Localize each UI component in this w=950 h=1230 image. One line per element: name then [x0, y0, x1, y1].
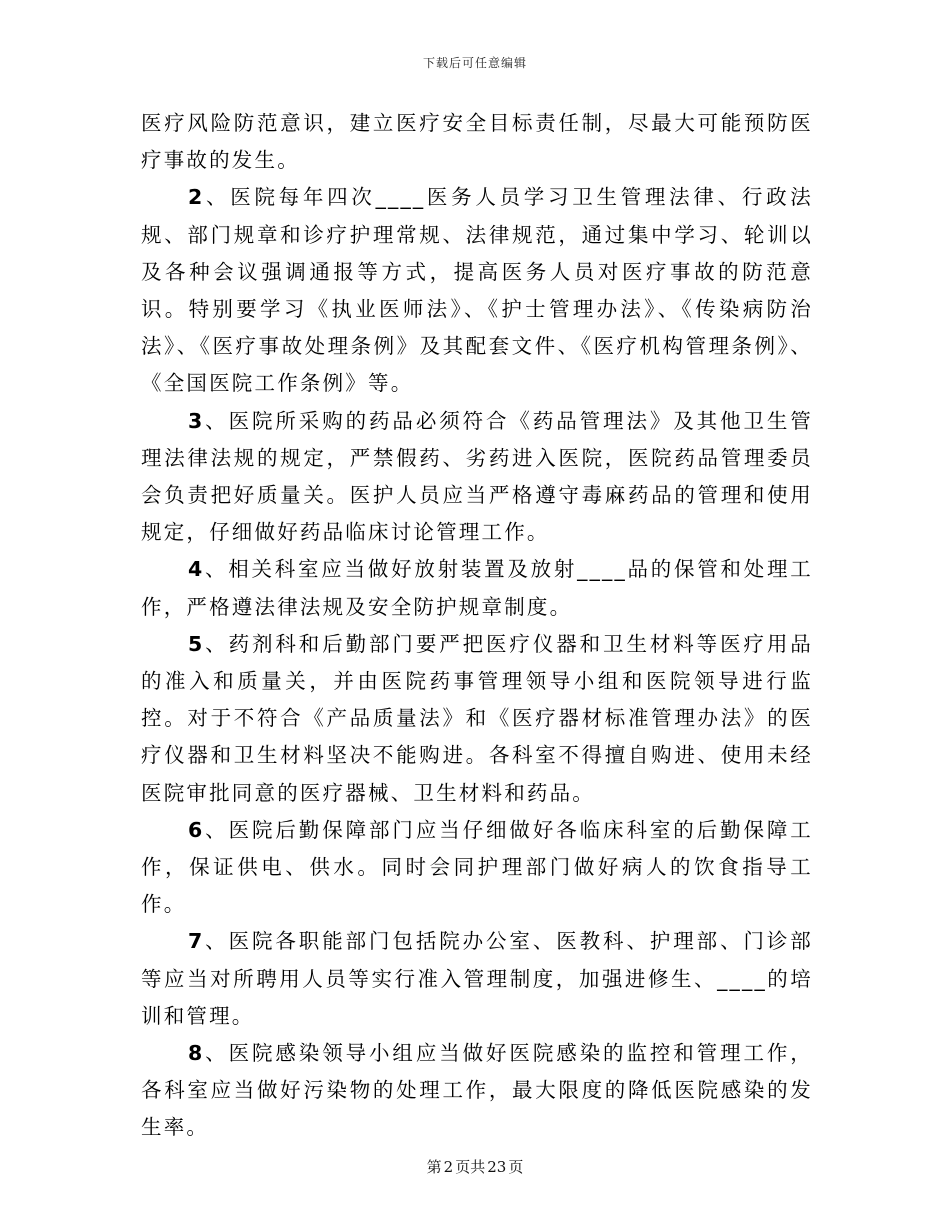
item-text: 、医院每年四次____医务人员学习卫生管理法律、行政法规、部门规章和诊疗护理常规、法律规范，通过集中学习、轮训以及各种会议强调通报等方式，提高医务人员对医疗事故的防范意识。特别要学习《执业医师法》、《护士管理办法》、《传染病防治法》、《医疗事故处理条例》及其配套文件、《医疗机构管理条例》、《全国医院工作条例》等。	[141, 185, 813, 396]
item-number: 6	[188, 817, 205, 842]
paragraph-item	[141, 1035, 813, 1147]
item-number: 7	[188, 929, 205, 954]
page-footer	[0, 1156, 950, 1177]
paragraph-item	[141, 923, 813, 1035]
paragraph-item	[141, 179, 813, 402]
item-number: 3	[188, 408, 205, 433]
footer-page-number: 2	[443, 1158, 454, 1176]
paragraph-item	[141, 551, 813, 625]
paragraph-item	[141, 812, 813, 924]
footer-middle: 页共	[455, 1158, 486, 1176]
item-number: 8	[188, 1041, 205, 1066]
item-text: 、相关科室应当做好放射装置及放射____品的保管和处理工作，严格遵法律法规及安全防护规章制度。	[141, 557, 813, 619]
paragraph-item	[141, 626, 813, 812]
item-number: 2	[188, 185, 205, 210]
footer-prefix: 第	[426, 1158, 442, 1176]
item-text: 、医院感染领导小组应当做好医院感染的监控和管理工作，各科室应当做好污染物的处理工作，最大限度的降低医院感染的发生率。	[141, 1041, 813, 1140]
item-text: 、医院各职能部门包括院办公室、医教科、护理部、门诊部等应当对所聘用人员等实行准入管理制度，加强进修生、____的培训和管理。	[141, 929, 813, 1028]
footer-total-pages: 23	[487, 1158, 507, 1176]
item-number: 4	[188, 557, 205, 582]
paragraph-item	[141, 403, 813, 552]
item-text: 、医院后勤保障部门应当仔细做好各临床科室的后勤保障工作，保证供电、供水。同时会同护理部门做好病人的饮食指导工作。	[141, 817, 813, 917]
footer-suffix: 页	[508, 1158, 524, 1176]
item-text: 、药剂科和后勤部门要严把医疗仪器和卫生材料等医疗用品的准入和质量关，并由医院药事管理领导小组和医院领导进行监控。对于不符合《产品质量法》和《医疗器材标准管理办法》的医疗仪器和卫生材料坚决不能购进。各科室不得擅自购进、使用未经医院审批同意的医疗器械、卫生材料和药品。	[141, 631, 813, 805]
paragraph-intro: 医疗风险防范意识，建立医疗安全目标责任制，尽最大可能预防医疗事故的发生。	[141, 111, 813, 173]
item-text: 、医院所采购的药品必须符合《药品管理法》及其他卫生管理法律法规的规定，严禁假药、劣药进入医院，医院药品管理委员会负责把好质量关。医护人员应当严格遵守毒麻药品的管理和使用规定，仔细做好药品临床讨论管理工作。	[141, 408, 813, 545]
document-body	[141, 105, 813, 1147]
page-header: 下载后可任意编辑	[422, 56, 527, 70]
item-number: 5	[188, 631, 205, 656]
